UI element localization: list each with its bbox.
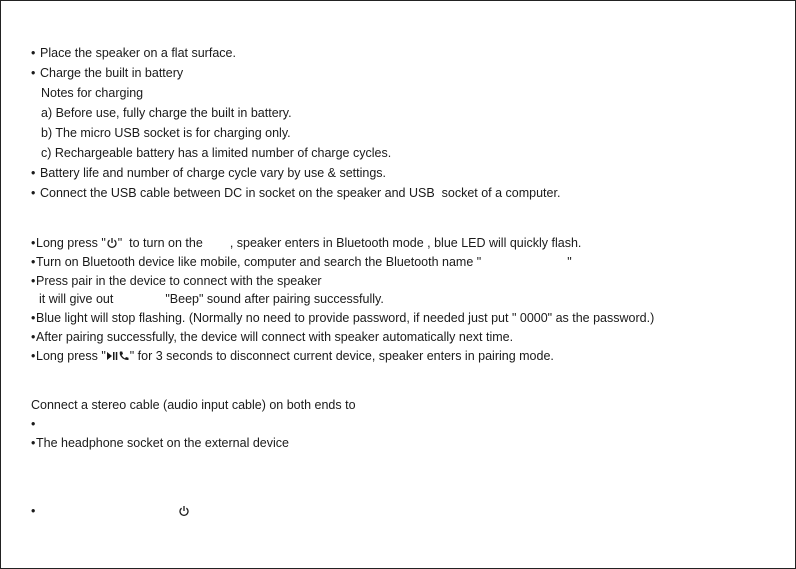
bluetooth-step-2 [31, 254, 572, 270]
bullet: • [31, 255, 36, 269]
step-text: " for 3 seconds to disconnect current device, speaker enters in pairing mode. [129, 349, 554, 363]
bullet: • [31, 504, 36, 518]
bluetooth-step-3 [31, 273, 322, 289]
charging-item-text: Connect the USB cable between DC in socket on the speaker and USB socket of a computer. [40, 186, 561, 200]
note-b: b) The micro USB socket is for charging only. [41, 126, 291, 140]
step-text: Press pair in the device to connect with the speaker [36, 274, 322, 288]
note-a: a) Before use, fully charge the built in battery. [41, 106, 292, 120]
bullet: • [31, 349, 36, 363]
bullet: • [31, 166, 36, 180]
power-icon [178, 505, 190, 517]
step-text: it will give out [39, 292, 114, 306]
step-text: "Beep" sound after pairing successfully. [165, 292, 384, 306]
bluetooth-step-6 [31, 348, 554, 364]
charging-item-text: Charge the built in battery [40, 66, 184, 80]
power-item [31, 503, 190, 519]
step-text: Long press " [36, 236, 106, 250]
bullet: • [31, 236, 36, 250]
bullet: • [31, 330, 36, 344]
step-text: " [567, 255, 572, 269]
step-text: Turn on Bluetooth device like mobile, computer and search the Bluetooth name " [36, 255, 482, 269]
power-icon [106, 237, 118, 249]
charging-item-3 [31, 165, 386, 181]
phone-icon [118, 350, 130, 362]
bullet: • [31, 186, 36, 200]
step-text: Long press " [36, 349, 106, 363]
bluetooth-step-1 [31, 235, 581, 251]
bullet: • [31, 436, 36, 450]
step-text: , speaker enters in Bluetooth mode , blue LED will quickly flash. [229, 236, 582, 250]
notes-heading: Notes for charging [41, 86, 144, 100]
aux-item-text: The headphone socket on the external device [36, 436, 289, 450]
charging-item-text: Battery life and number of charge cycle vary by use & settings. [40, 166, 387, 180]
aux-intro: Connect a stereo cable (audio input cable) on both ends to [31, 398, 356, 412]
note-c: c) Rechargeable battery has a limited number of charge cycles. [41, 146, 392, 160]
step-text: Blue light will stop flashing. (Normally no need to provide password, if needed just put " 0000" as the password.) [36, 311, 655, 325]
bullet: • [31, 311, 36, 325]
play-pause-icon [106, 350, 118, 362]
bullet: • [31, 417, 36, 431]
bullet: • [31, 274, 36, 288]
bluetooth-step-4 [31, 310, 654, 326]
bullet: • [31, 46, 36, 60]
charging-item-1 [31, 45, 236, 61]
charging-item-4 [31, 185, 560, 201]
charging-item-2 [31, 65, 183, 81]
step-text: " to turn on the [117, 236, 203, 250]
bluetooth-step-3-cont [39, 291, 384, 307]
charging-item-text: Place the speaker on a flat surface. [40, 46, 236, 60]
bullet: • [31, 66, 36, 80]
aux-item-1 [31, 416, 36, 432]
step-text: After pairing successfully, the device will connect with speaker automatically next time. [36, 330, 514, 344]
bluetooth-step-5 [31, 329, 513, 345]
aux-item-2 [31, 435, 289, 451]
